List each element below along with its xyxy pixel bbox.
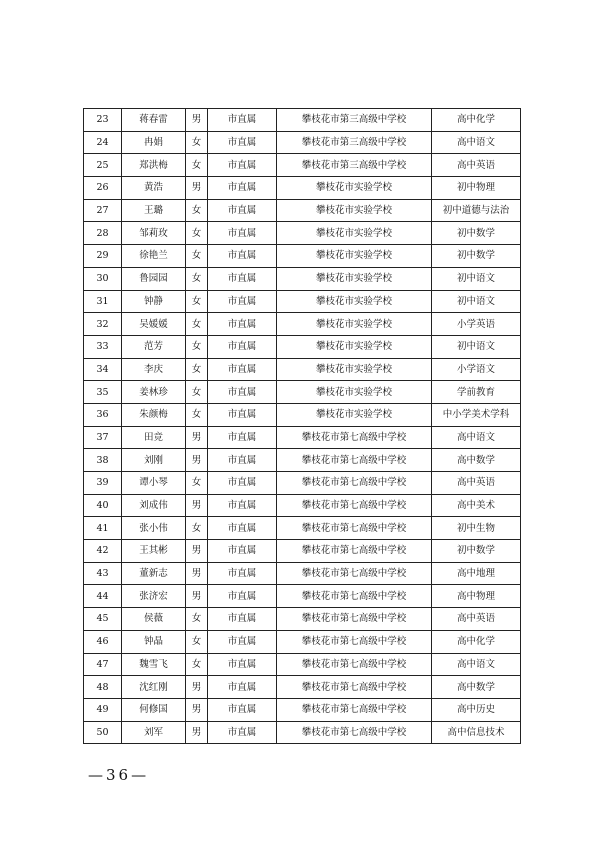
cell-school: 攀枝花市实验学校 <box>277 381 432 404</box>
cell-area: 市直属 <box>208 653 277 676</box>
cell-number: 49 <box>84 698 122 721</box>
table-row <box>84 131 521 154</box>
cell-school: 攀枝花市第三高级中学校 <box>277 109 432 132</box>
cell-number: 46 <box>84 630 122 653</box>
cell-school: 攀枝花市第三高级中学校 <box>277 154 432 177</box>
cell-area: 市直属 <box>208 267 277 290</box>
cell-subject: 初中道德与法治 <box>432 199 521 222</box>
cell-area: 市直属 <box>208 676 277 699</box>
cell-area: 市直属 <box>208 721 277 744</box>
table-row <box>84 540 521 563</box>
cell-sex: 女 <box>186 290 208 313</box>
cell-area: 市直属 <box>208 608 277 631</box>
cell-area: 市直属 <box>208 517 277 540</box>
cell-name: 王其彬 <box>122 540 186 563</box>
table-row <box>84 199 521 222</box>
cell-subject: 高中美术 <box>432 494 521 517</box>
table-row <box>84 630 521 653</box>
cell-school: 攀枝花市第七高级中学校 <box>277 517 432 540</box>
table-row <box>84 154 521 177</box>
cell-subject: 高中地理 <box>432 562 521 585</box>
cell-school: 攀枝花市第七高级中学校 <box>277 494 432 517</box>
cell-name: 沈红刚 <box>122 676 186 699</box>
cell-area: 市直属 <box>208 177 277 200</box>
cell-subject: 初中物理 <box>432 177 521 200</box>
cell-number: 36 <box>84 403 122 426</box>
cell-subject: 高中英语 <box>432 472 521 495</box>
cell-number: 23 <box>84 109 122 132</box>
cell-area: 市直属 <box>208 199 277 222</box>
cell-number: 48 <box>84 676 122 699</box>
cell-subject: 高中语文 <box>432 131 521 154</box>
cell-number: 41 <box>84 517 122 540</box>
table-row <box>84 245 521 268</box>
cell-number: 32 <box>84 313 122 336</box>
cell-area: 市直属 <box>208 585 277 608</box>
page-number: —36— <box>88 766 150 784</box>
cell-number: 35 <box>84 381 122 404</box>
cell-school: 攀枝花市第七高级中学校 <box>277 676 432 699</box>
table-row <box>84 472 521 495</box>
cell-number: 38 <box>84 449 122 472</box>
cell-school: 攀枝花市实验学校 <box>277 290 432 313</box>
cell-number: 47 <box>84 653 122 676</box>
table-row <box>84 109 521 132</box>
cell-subject: 高中物理 <box>432 585 521 608</box>
cell-number: 34 <box>84 358 122 381</box>
cell-subject: 中小学美术学科 <box>432 403 521 426</box>
cell-school: 攀枝花市实验学校 <box>277 177 432 200</box>
cell-name: 钟静 <box>122 290 186 313</box>
cell-name: 田竞 <box>122 426 186 449</box>
cell-school: 攀枝花市第七高级中学校 <box>277 472 432 495</box>
cell-school: 攀枝花市第七高级中学校 <box>277 630 432 653</box>
cell-school: 攀枝花市实验学校 <box>277 403 432 426</box>
cell-sex: 男 <box>186 109 208 132</box>
cell-number: 30 <box>84 267 122 290</box>
cell-name: 邹莉玫 <box>122 222 186 245</box>
cell-subject: 高中语文 <box>432 653 521 676</box>
cell-sex: 男 <box>186 540 208 563</box>
cell-sex: 女 <box>186 517 208 540</box>
cell-name: 钟晶 <box>122 630 186 653</box>
cell-school: 攀枝花市第七高级中学校 <box>277 585 432 608</box>
cell-name: 侯薇 <box>122 608 186 631</box>
table-row <box>84 608 521 631</box>
cell-school: 攀枝花市第七高级中学校 <box>277 540 432 563</box>
roster-body <box>84 109 521 744</box>
table-row <box>84 335 521 358</box>
cell-area: 市直属 <box>208 403 277 426</box>
cell-name: 冉娟 <box>122 131 186 154</box>
cell-name: 郑洪梅 <box>122 154 186 177</box>
cell-number: 29 <box>84 245 122 268</box>
cell-school: 攀枝花市实验学校 <box>277 245 432 268</box>
cell-area: 市直属 <box>208 358 277 381</box>
cell-number: 33 <box>84 335 122 358</box>
cell-sex: 男 <box>186 698 208 721</box>
cell-area: 市直属 <box>208 109 277 132</box>
cell-area: 市直属 <box>208 562 277 585</box>
table-row <box>84 585 521 608</box>
cell-name: 范芳 <box>122 335 186 358</box>
cell-school: 攀枝花市第七高级中学校 <box>277 721 432 744</box>
cell-number: 24 <box>84 131 122 154</box>
cell-sex: 女 <box>186 313 208 336</box>
cell-area: 市直属 <box>208 313 277 336</box>
cell-sex: 男 <box>186 676 208 699</box>
cell-sex: 女 <box>186 222 208 245</box>
cell-name: 朱颜梅 <box>122 403 186 426</box>
cell-area: 市直属 <box>208 449 277 472</box>
cell-number: 42 <box>84 540 122 563</box>
cell-area: 市直属 <box>208 698 277 721</box>
cell-school: 攀枝花市第三高级中学校 <box>277 131 432 154</box>
cell-subject: 初中数学 <box>432 540 521 563</box>
cell-school: 攀枝花市实验学校 <box>277 313 432 336</box>
cell-sex: 女 <box>186 381 208 404</box>
cell-school: 攀枝花市实验学校 <box>277 267 432 290</box>
cell-number: 37 <box>84 426 122 449</box>
cell-name: 张小伟 <box>122 517 186 540</box>
cell-name: 董新志 <box>122 562 186 585</box>
table-row <box>84 494 521 517</box>
cell-subject: 学前教育 <box>432 381 521 404</box>
table-row <box>84 290 521 313</box>
table-row <box>84 403 521 426</box>
cell-area: 市直属 <box>208 540 277 563</box>
cell-sex: 女 <box>186 335 208 358</box>
cell-name: 刘成伟 <box>122 494 186 517</box>
table-row <box>84 676 521 699</box>
cell-name: 刘军 <box>122 721 186 744</box>
cell-area: 市直属 <box>208 290 277 313</box>
cell-name: 王璐 <box>122 199 186 222</box>
cell-subject: 初中语文 <box>432 335 521 358</box>
cell-number: 40 <box>84 494 122 517</box>
cell-sex: 女 <box>186 245 208 268</box>
cell-school: 攀枝花市第七高级中学校 <box>277 449 432 472</box>
cell-sex: 女 <box>186 608 208 631</box>
cell-name: 姜林珍 <box>122 381 186 404</box>
cell-area: 市直属 <box>208 335 277 358</box>
cell-area: 市直属 <box>208 131 277 154</box>
cell-sex: 男 <box>186 562 208 585</box>
table-row <box>84 562 521 585</box>
cell-area: 市直属 <box>208 472 277 495</box>
table-row <box>84 698 521 721</box>
table-row <box>84 426 521 449</box>
cell-sex: 男 <box>186 721 208 744</box>
cell-school: 攀枝花市第七高级中学校 <box>277 698 432 721</box>
cell-number: 39 <box>84 472 122 495</box>
cell-subject: 高中化学 <box>432 630 521 653</box>
cell-subject: 初中生物 <box>432 517 521 540</box>
cell-name: 徐艳兰 <box>122 245 186 268</box>
cell-subject: 初中数学 <box>432 245 521 268</box>
cell-area: 市直属 <box>208 381 277 404</box>
cell-area: 市直属 <box>208 222 277 245</box>
cell-sex: 女 <box>186 403 208 426</box>
table-row <box>84 267 521 290</box>
cell-school: 攀枝花市第七高级中学校 <box>277 426 432 449</box>
cell-school: 攀枝花市实验学校 <box>277 199 432 222</box>
cell-subject: 初中语文 <box>432 267 521 290</box>
table-row <box>84 653 521 676</box>
cell-area: 市直属 <box>208 245 277 268</box>
cell-sex: 女 <box>186 630 208 653</box>
table-row <box>84 449 521 472</box>
cell-subject: 小学语文 <box>432 358 521 381</box>
cell-area: 市直属 <box>208 426 277 449</box>
cell-name: 黄浩 <box>122 177 186 200</box>
cell-name: 吴媛媛 <box>122 313 186 336</box>
cell-school: 攀枝花市第七高级中学校 <box>277 562 432 585</box>
cell-sex: 女 <box>186 358 208 381</box>
table-row <box>84 358 521 381</box>
cell-school: 攀枝花市实验学校 <box>277 335 432 358</box>
cell-number: 26 <box>84 177 122 200</box>
cell-number: 25 <box>84 154 122 177</box>
cell-subject: 小学英语 <box>432 313 521 336</box>
cell-name: 鲁园园 <box>122 267 186 290</box>
cell-subject: 高中信息技术 <box>432 721 521 744</box>
cell-number: 27 <box>84 199 122 222</box>
cell-subject: 高中语文 <box>432 426 521 449</box>
teacher-roster-table <box>83 108 521 744</box>
cell-number: 50 <box>84 721 122 744</box>
cell-sex: 男 <box>186 449 208 472</box>
cell-name: 刘刚 <box>122 449 186 472</box>
cell-name: 蒋春雷 <box>122 109 186 132</box>
cell-area: 市直属 <box>208 630 277 653</box>
cell-sex: 男 <box>186 426 208 449</box>
cell-sex: 女 <box>186 267 208 290</box>
cell-name: 魏雪飞 <box>122 653 186 676</box>
cell-area: 市直属 <box>208 494 277 517</box>
cell-sex: 男 <box>186 585 208 608</box>
cell-school: 攀枝花市实验学校 <box>277 358 432 381</box>
table-row <box>84 517 521 540</box>
cell-number: 28 <box>84 222 122 245</box>
cell-name: 谭小琴 <box>122 472 186 495</box>
table-row <box>84 381 521 404</box>
cell-sex: 女 <box>186 653 208 676</box>
table-row <box>84 721 521 744</box>
cell-area: 市直属 <box>208 154 277 177</box>
cell-school: 攀枝花市实验学校 <box>277 222 432 245</box>
cell-number: 43 <box>84 562 122 585</box>
cell-school: 攀枝花市第七高级中学校 <box>277 608 432 631</box>
cell-subject: 初中数学 <box>432 222 521 245</box>
table-row <box>84 313 521 336</box>
cell-subject: 高中化学 <box>432 109 521 132</box>
cell-subject: 高中英语 <box>432 608 521 631</box>
table-row <box>84 177 521 200</box>
cell-name: 何修国 <box>122 698 186 721</box>
cell-subject: 高中数学 <box>432 449 521 472</box>
cell-sex: 女 <box>186 154 208 177</box>
cell-sex: 男 <box>186 494 208 517</box>
cell-subject: 高中历史 <box>432 698 521 721</box>
cell-number: 45 <box>84 608 122 631</box>
cell-number: 44 <box>84 585 122 608</box>
cell-school: 攀枝花市第七高级中学校 <box>277 653 432 676</box>
cell-subject: 高中英语 <box>432 154 521 177</box>
cell-number: 31 <box>84 290 122 313</box>
cell-sex: 女 <box>186 131 208 154</box>
cell-subject: 高中数学 <box>432 676 521 699</box>
cell-sex: 女 <box>186 472 208 495</box>
table-row <box>84 222 521 245</box>
cell-name: 李庆 <box>122 358 186 381</box>
cell-sex: 男 <box>186 177 208 200</box>
cell-subject: 初中语文 <box>432 290 521 313</box>
cell-name: 张济宏 <box>122 585 186 608</box>
cell-sex: 女 <box>186 199 208 222</box>
